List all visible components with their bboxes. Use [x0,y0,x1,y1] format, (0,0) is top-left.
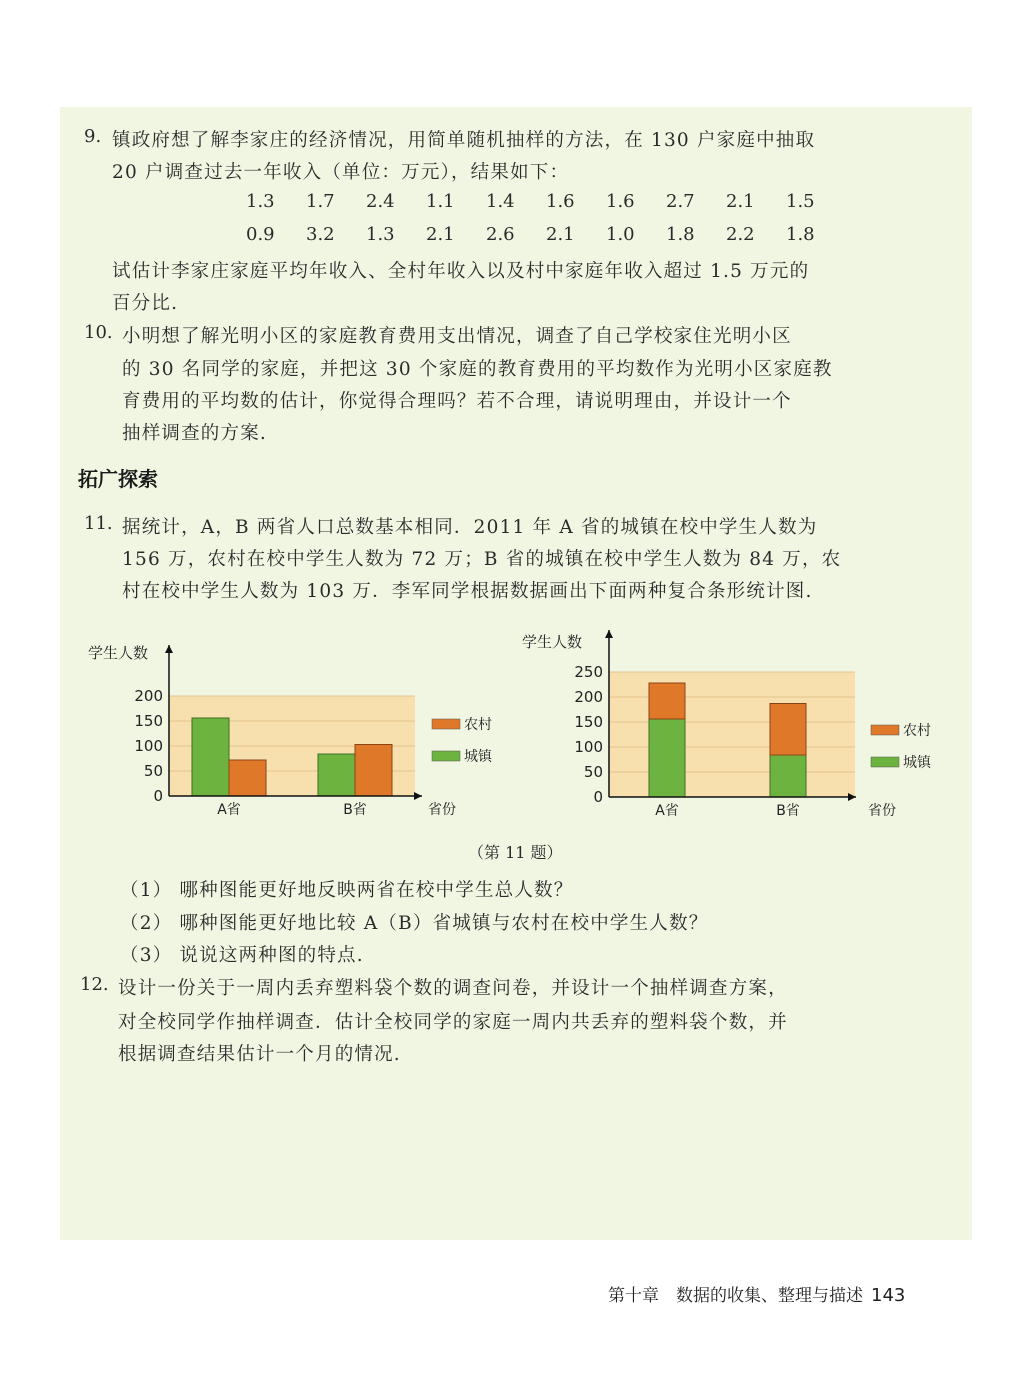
x-category-label: B省 [776,803,800,819]
income-value: 2.7 [666,191,695,212]
income-value: 1.0 [606,224,635,245]
income-value: 2.6 [486,224,515,245]
income-value: 2.1 [726,191,755,212]
income-value: 1.1 [426,191,455,212]
income-value: 1.3 [246,191,275,212]
question-9-line-4: 百分比. [112,293,179,314]
bar-urban [649,719,685,797]
legend-label: 城镇 [464,749,492,765]
question-11-line-1: 据统计，A，B 两省人口总数基本相同．2011 年 A 省的城镇在校中学生人数为 [122,517,818,538]
income-value: 1.3 [366,224,395,245]
stacked-bar-chart [516,622,956,830]
question-9-line-3: 试估计李家庄家庭平均年收入、全村年收入以及村中家庭年收入超过 1.5 万元的 [112,261,810,282]
income-value: 1.5 [786,191,815,212]
chapter-title: 第十章 数据的收集、整理与描述 [608,1286,863,1306]
y-axis-arrow [165,645,173,653]
legend-label: 城镇 [903,755,931,771]
income-value: 2.2 [726,224,755,245]
bar-rural [649,683,685,719]
section-heading: 拓广探索 [78,467,158,491]
income-data-row-1 [246,191,846,212]
income-value: 0.9 [246,224,275,245]
income-value: 1.8 [666,224,695,245]
bar-rural [355,745,392,797]
income-value: 1.4 [486,191,515,212]
question-10-line-1: 小明想了解光明小区的家庭教育费用支出情况，调查了自己学校家住光明小区 [122,326,792,347]
x-axis-arrow [414,792,422,800]
legend-swatch [432,719,460,729]
y-tick-label: 200 [574,688,603,706]
y-tick-label: 100 [574,738,603,756]
legend-swatch [871,757,899,767]
y-tick-label: 50 [583,763,603,781]
bar-rural [770,704,806,756]
y-tick-label: 250 [574,663,603,681]
page-footer [608,1281,905,1306]
legend-label: 农村 [464,717,492,733]
question-12-line-1: 设计一份关于一周内丢弃塑料袋个数的调查问卷，并设计一个抽样调查方案， [118,978,788,999]
y-axis-arrow [605,630,613,638]
income-value: 2.1 [546,224,575,245]
question-10-line-2: 的 30 名同学的家庭，并把这 30 个家庭的教育费用的平均数作为光明小区家庭教 [122,359,833,380]
question-11-sub-1: （1） 哪种图能更好地反映两省在校中学生总人数？ [120,880,574,901]
y-axis-label: 学生人数 [88,644,149,662]
question-11-line-2: 156 万，农村在校中学生人数为 72 万；B 省的城镇在校中学生人数为 84 万，农 [122,549,842,570]
question-12-line-2: 对全校同学作抽样调查．估计全校同学的家庭一周内共丢弃的塑料袋个数，并 [118,1012,788,1033]
income-value: 1.7 [306,191,335,212]
y-tick-label: 0 [593,788,603,806]
bar-rural [229,760,266,796]
income-value: 1.6 [546,191,575,212]
question-9-number: 9. [84,126,102,147]
legend-swatch [432,751,460,761]
plot-background [609,672,855,797]
x-category-label: B省 [343,802,367,818]
bar-urban [192,718,229,796]
question-11-number: 11. [84,513,113,534]
income-value: 2.1 [426,224,455,245]
income-value: 2.4 [366,191,395,212]
legend-label: 农村 [903,723,931,739]
y-tick-label: 150 [574,713,603,731]
question-10-line-3: 育费用的平均数的估计，你觉得合理吗？若不合理，请说明理由，并设计一个 [122,391,792,412]
question-10-line-4: 抽样调查的方案. [122,423,267,444]
question-10-number: 10. [84,322,113,343]
bar-urban [318,754,355,796]
question-11-sub-3: （3） 说说这两种图的特点. [120,945,364,966]
legend-swatch [871,725,899,735]
income-value: 1.8 [786,224,815,245]
question-12-line-3: 根据调查结果估计一个月的情况. [118,1044,401,1065]
x-axis-label: 省份 [428,802,456,818]
y-tick-label: 100 [134,737,163,755]
income-value: 3.2 [306,224,335,245]
page-number: 143 [871,1285,906,1306]
bar-urban [770,755,806,797]
y-axis-label: 学生人数 [522,633,583,651]
y-tick-label: 200 [134,687,163,705]
x-axis-label: 省份 [868,803,896,819]
y-tick-label: 50 [143,762,163,780]
question-11-line-3: 村在校中学生人数为 103 万．李军同学根据数据画出下面两种复合条形统计图. [122,581,813,602]
y-tick-label: 0 [153,787,163,805]
x-category-label: A省 [655,803,679,819]
grouped-bar-chart [82,630,492,830]
income-value: 1.6 [606,191,635,212]
y-tick-label: 150 [134,712,163,730]
x-category-label: A省 [217,802,241,818]
question-9-line-1: 镇政府想了解李家庄的经济情况，用简单随机抽样的方法，在 130 户家庭中抽取 [112,130,816,151]
question-9-line-2: 20 户调查过去一年收入（单位：万元），结果如下： [112,162,570,183]
question-12-number: 12. [80,974,109,995]
question-11-sub-2: （2） 哪种图能更好地比较 A（B）省城镇与农村在校中学生人数？ [120,913,709,934]
income-data-row-2 [246,224,846,245]
figure-caption: （第 11 题） [468,843,563,862]
